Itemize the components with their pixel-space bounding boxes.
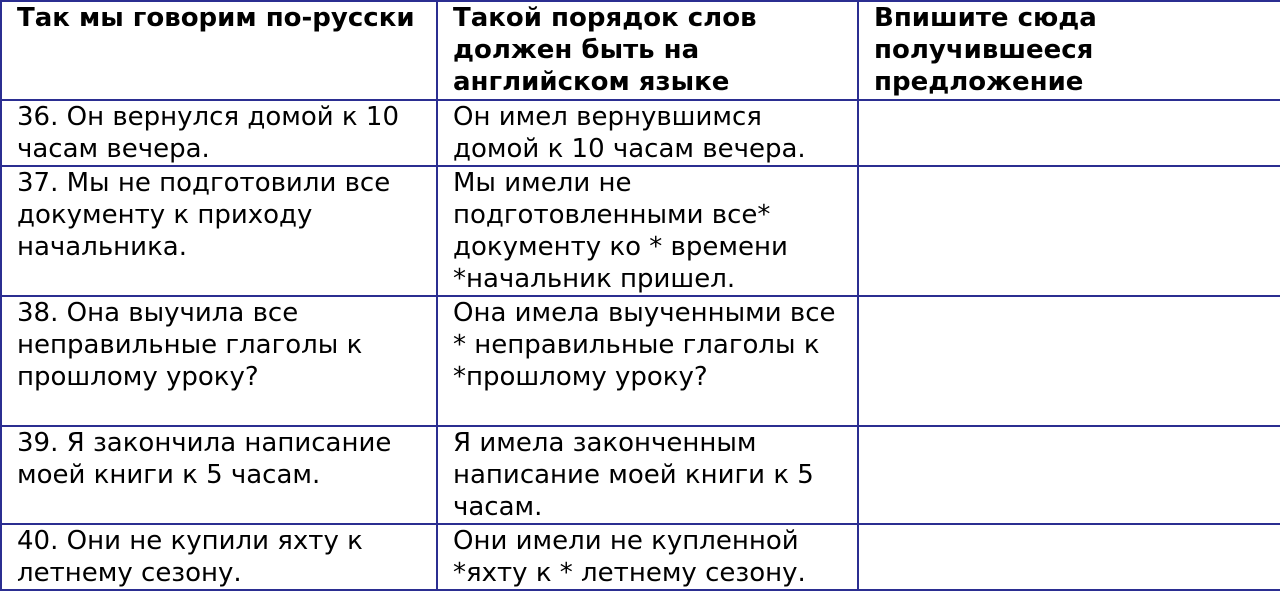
table-row (1, 166, 1280, 296)
answer-field[interactable] (874, 427, 1266, 523)
cell-russian: 37. Мы не подготовили все документу к приходу начальника. (1, 166, 437, 296)
table-header-row (1, 1, 1280, 100)
cell-english-order: Она имела выученными все * неправильные глаголы к *прошлому уроку? (437, 296, 858, 426)
cell-english-order: Я имела законченным написание моей книги к 5 часам. (437, 426, 858, 524)
answer-cell[interactable] (858, 524, 1280, 590)
answer-cell[interactable] (858, 100, 1280, 166)
answer-field[interactable] (874, 525, 1266, 589)
cell-english-order: Мы имели не подготовленными все* документу ко * времени *начальник пришел. (437, 166, 858, 296)
answer-field[interactable] (874, 101, 1266, 165)
table-row (1, 524, 1280, 590)
cell-russian: 36. Он вернулся домой к 10 часам вечера. (1, 100, 437, 166)
cell-english-order: Они имели не купленной *яхту к * летнему сезону. (437, 524, 858, 590)
answer-cell[interactable] (858, 166, 1280, 296)
table-row (1, 426, 1280, 524)
answer-field[interactable] (874, 297, 1266, 425)
answer-cell[interactable] (858, 426, 1280, 524)
table-row (1, 296, 1280, 426)
answer-field[interactable] (874, 167, 1266, 295)
table-row (1, 100, 1280, 166)
header-russian: Так мы говорим по-русски (1, 1, 437, 100)
cell-russian: 40. Они не купили яхту к летнему сезону. (1, 524, 437, 590)
answer-cell[interactable] (858, 296, 1280, 426)
header-english-order: Такой порядок слов должен быть на английском языке (437, 1, 858, 100)
cell-russian: 38. Она выучила все неправильные глаголы к прошлому уроку? (1, 296, 437, 426)
cell-russian: 39. Я закончила написание моей книги к 5 часам. (1, 426, 437, 524)
header-answer: Впишите сюда получившееся предложение (858, 1, 1280, 100)
cell-english-order: Он имел вернувшимся домой к 10 часам вечера. (437, 100, 858, 166)
